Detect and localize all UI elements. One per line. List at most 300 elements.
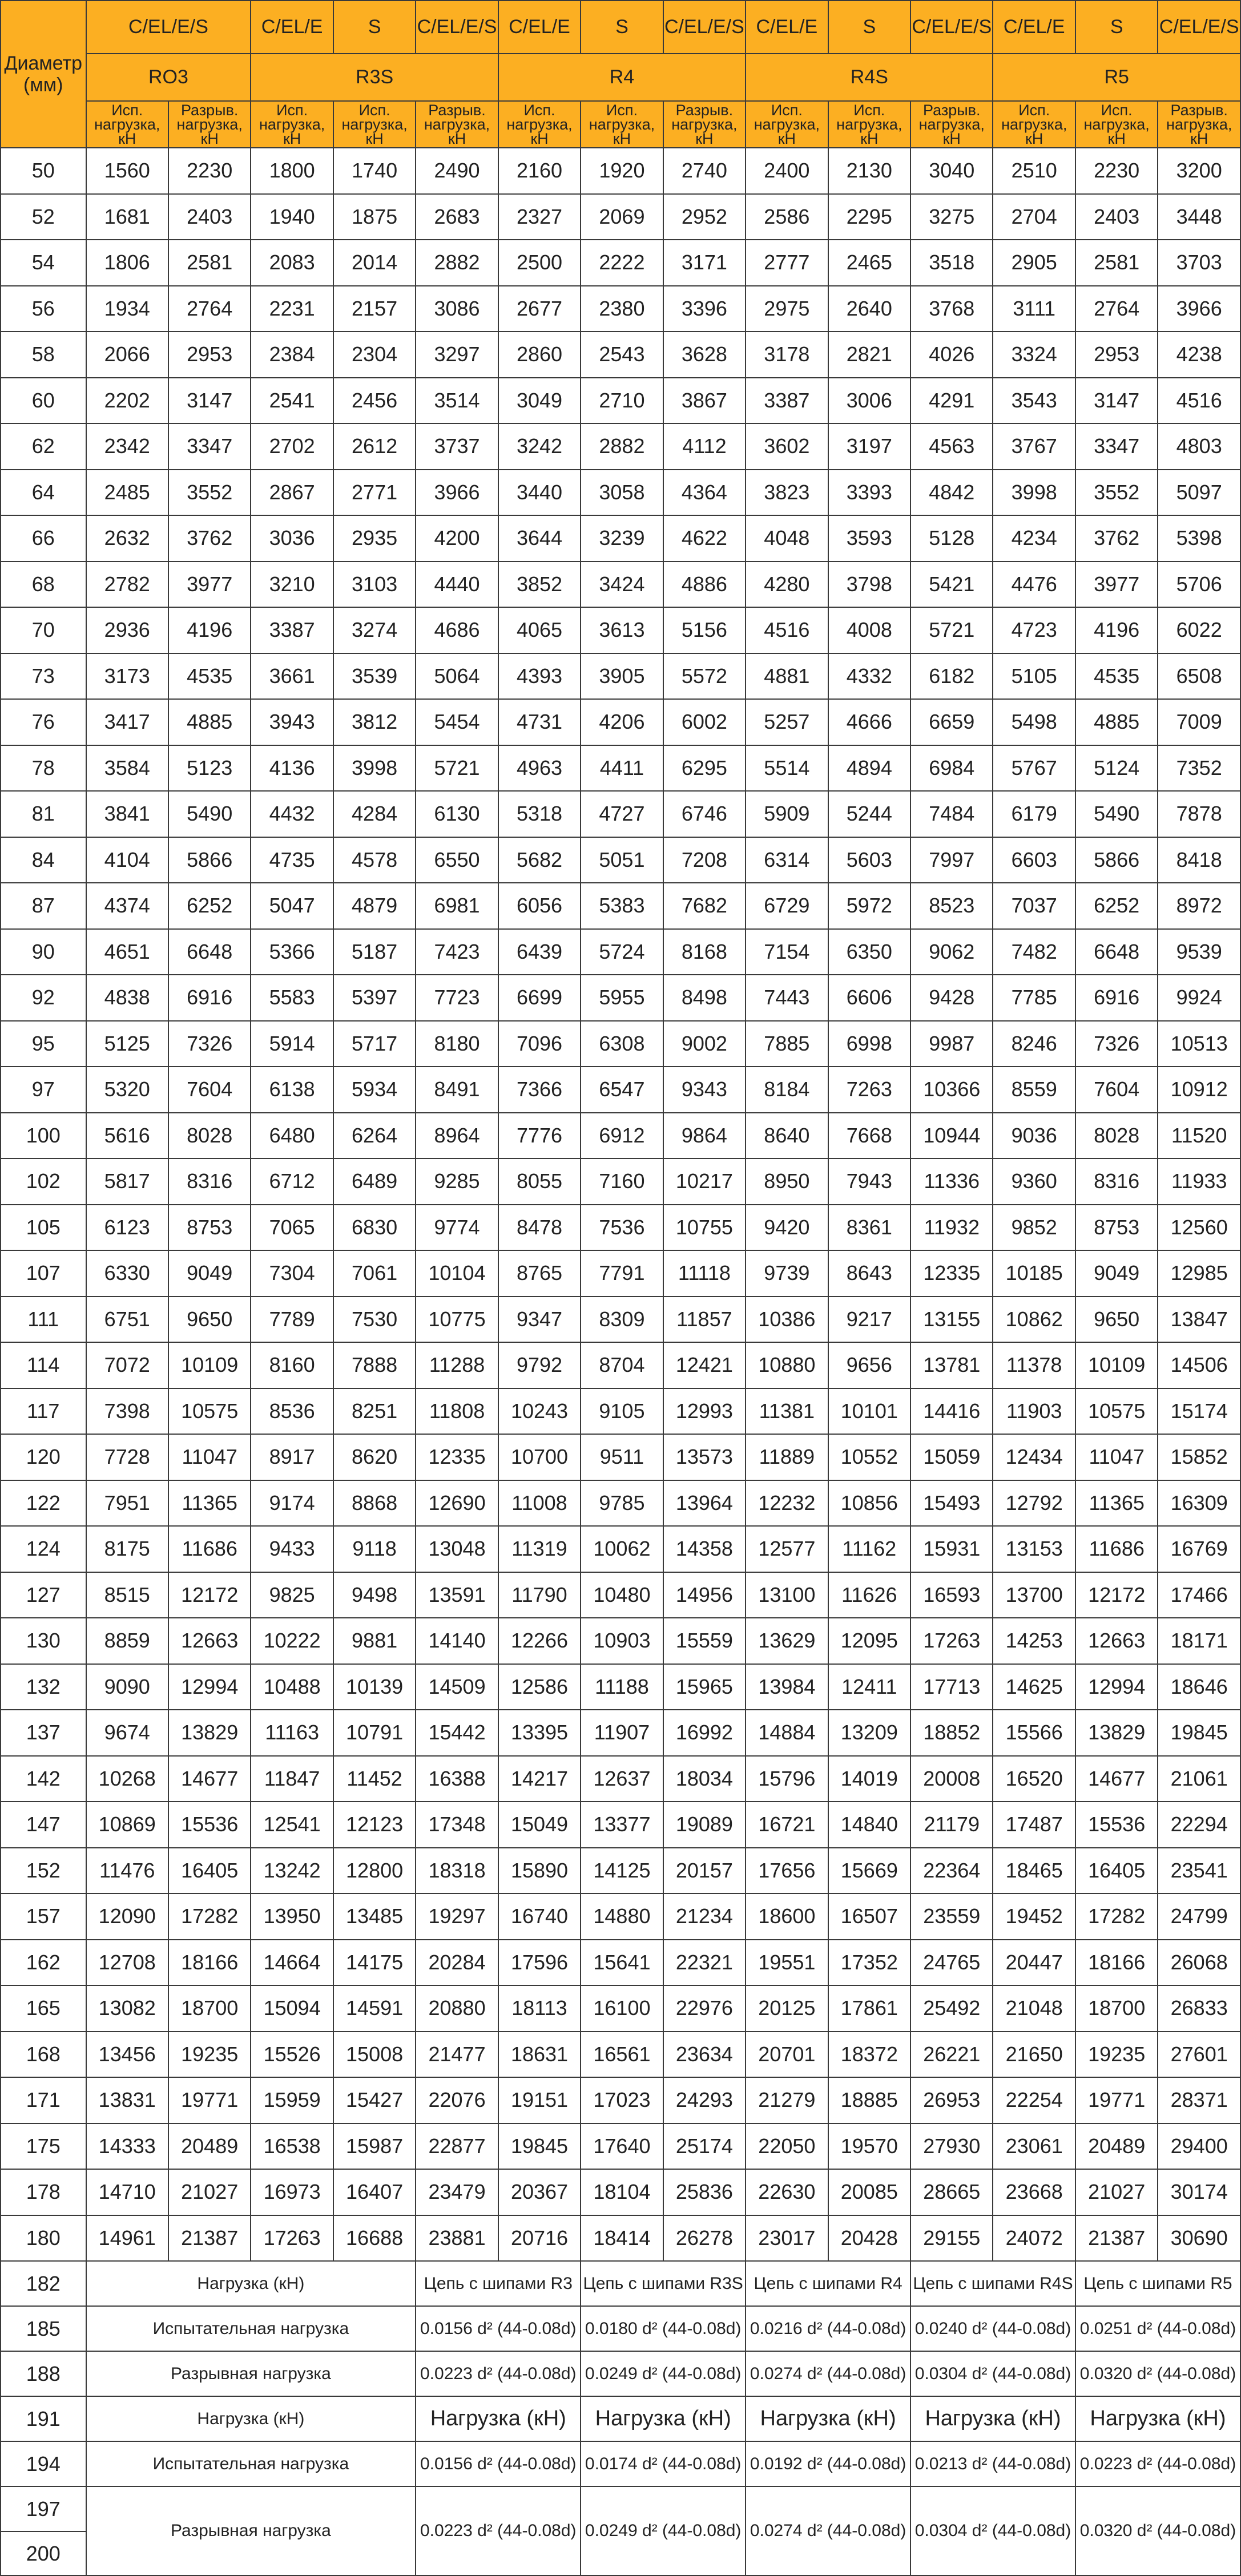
load-value-cell: 20157	[663, 1848, 746, 1894]
grade-r3s: R3S	[251, 54, 498, 101]
load-value-cell: 13485	[333, 1893, 416, 1940]
load-value-cell: 1740	[333, 148, 416, 194]
load-value-cell: 20716	[498, 2215, 581, 2262]
load-value-cell: 11381	[746, 1388, 828, 1435]
load-value-cell: 3086	[416, 286, 498, 332]
load-value-cell: 9852	[993, 1205, 1075, 1251]
footer-row	[1, 2486, 1240, 2531]
load-value-cell: 19551	[746, 1940, 828, 1986]
load-value-cell: 9174	[251, 1480, 333, 1527]
load-value-cell: 4136	[251, 745, 333, 792]
load-value-cell: 10480	[581, 1572, 663, 1618]
table-row	[1, 1480, 1240, 1527]
load-value-cell: 3387	[251, 607, 333, 653]
footer-row	[1, 2261, 1240, 2306]
load-value-cell: 10700	[498, 1434, 581, 1480]
load-value-cell: 3111	[993, 286, 1075, 332]
load-value-cell: 6130	[416, 791, 498, 837]
load-value-cell: 5934	[333, 1067, 416, 1113]
load-value-cell: 6508	[1158, 653, 1240, 700]
load-value-cell: 8917	[251, 1434, 333, 1480]
load-value-cell: 26068	[1158, 1940, 1240, 1986]
diameter-cell: 111	[1, 1297, 86, 1343]
load-value-cell: 3966	[1158, 286, 1240, 332]
load-value-cell: 2342	[86, 423, 168, 470]
load-value-cell: 14664	[251, 1940, 333, 1986]
diameter-cell: 105	[1, 1205, 86, 1251]
load-value-cell: 3767	[993, 423, 1075, 470]
load-value-cell: 10513	[1158, 1021, 1240, 1067]
table-row	[1, 1158, 1240, 1205]
load-value-cell: 16992	[663, 1710, 746, 1756]
load-value-cell: 2704	[993, 194, 1075, 240]
load-value-cell: 16405	[1075, 1848, 1158, 1894]
grade-r4: R4	[498, 54, 746, 101]
load-value-cell: 8523	[910, 883, 993, 929]
load-value-cell: 14333	[86, 2123, 168, 2170]
load-value-cell: 10185	[993, 1250, 1075, 1297]
table-row	[1, 1067, 1240, 1113]
load-value-cell: 26833	[1158, 1985, 1240, 2032]
load-value-cell: 11188	[581, 1664, 663, 1710]
formula-cell: 0.0216 d² (44-0.08d)	[746, 2306, 910, 2351]
load-value-cell: 2677	[498, 286, 581, 332]
load-value-cell: 2710	[581, 378, 663, 424]
load-value-cell: 9360	[993, 1158, 1075, 1205]
diameter-cell: 171	[1, 2077, 86, 2123]
load-value-cell: 8765	[498, 1250, 581, 1297]
load-value-cell: 7789	[251, 1297, 333, 1343]
load-value-cell: 16593	[910, 1572, 993, 1618]
load-value-cell: 4432	[251, 791, 333, 837]
footer-load-label: Нагрузка (кН)	[86, 2261, 416, 2306]
load-value-cell: 3424	[581, 562, 663, 608]
load-value-cell: 4104	[86, 837, 168, 883]
load-value-cell: 13100	[746, 1572, 828, 1618]
load-value-cell: 7154	[746, 929, 828, 975]
load-value-cell: 18631	[498, 2032, 581, 2078]
load-value-cell: 7352	[1158, 745, 1240, 792]
load-value-cell: 14956	[663, 1572, 746, 1618]
load-value-cell: 11889	[746, 1434, 828, 1480]
load-value-cell: 10104	[416, 1250, 498, 1297]
load-value-cell: 11932	[910, 1205, 993, 1251]
type-cell: C/EL/E	[498, 1, 581, 54]
load-value-cell: 6659	[910, 699, 993, 745]
footer-row	[1, 2351, 1240, 2396]
load-value-cell: 21279	[746, 2077, 828, 2123]
load-value-cell: 4048	[746, 515, 828, 562]
load-value-cell: 15174	[1158, 1388, 1240, 1435]
table-row	[1, 194, 1240, 240]
load-value-cell: 1800	[251, 148, 333, 194]
load-value-cell: 2821	[828, 332, 910, 378]
diameter-cell: 127	[1, 1572, 86, 1618]
diameter-cell: 100	[1, 1113, 86, 1159]
formula-cell: 0.0304 d² (44-0.08d)	[910, 2351, 1075, 2396]
load-value-cell: 7304	[251, 1250, 333, 1297]
load-value-cell: 18166	[168, 1940, 251, 1986]
load-value-cell: 22877	[416, 2123, 498, 2170]
load-value-cell: 3703	[1158, 240, 1240, 286]
load-value-cell: 9774	[416, 1205, 498, 1251]
formula-cell: 0.0174 d² (44-0.08d)	[581, 2441, 746, 2486]
load-value-cell: 3762	[1075, 515, 1158, 562]
load-value-cell: 3841	[86, 791, 168, 837]
load-header-cell: Разрыв. нагрузка, кН	[168, 101, 251, 148]
load-value-cell: 7997	[910, 837, 993, 883]
load-value-cell: 3324	[993, 332, 1075, 378]
load-value-cell: 10775	[416, 1297, 498, 1343]
load-value-cell: 19771	[1075, 2077, 1158, 2123]
load-value-cell: 12411	[828, 1664, 910, 1710]
formula-cell: 0.0320 d² (44-0.08d)	[1075, 2486, 1240, 2575]
load-value-cell: 2543	[581, 332, 663, 378]
load-value-cell: 8950	[746, 1158, 828, 1205]
load-value-cell: 18171	[1158, 1618, 1240, 1664]
load-value-cell: 5955	[581, 975, 663, 1021]
load-value-cell: 4234	[993, 515, 1075, 562]
load-value-cell: 14019	[828, 1756, 910, 1802]
load-value-cell: 9433	[251, 1526, 333, 1572]
load-value-cell: 3393	[828, 470, 910, 516]
load-value-cell: 6056	[498, 883, 581, 929]
table-row	[1, 423, 1240, 470]
load-value-cell: 20489	[1075, 2123, 1158, 2170]
diameter-cell: 130	[1, 1618, 86, 1664]
load-value-cell: 3049	[498, 378, 581, 424]
load-value-cell: 15008	[333, 2032, 416, 2078]
table-row	[1, 607, 1240, 653]
load-value-cell: 5721	[416, 745, 498, 792]
formula-cell: 0.0223 d² (44-0.08d)	[1075, 2441, 1240, 2486]
chain-title-r3: Цепь с шипами R3	[416, 2261, 581, 2306]
load-value-cell: 4112	[663, 423, 746, 470]
load-value-cell: 2882	[416, 240, 498, 286]
load-title-cell: Нагрузка (кН)	[746, 2396, 910, 2441]
load-value-cell: 10862	[993, 1297, 1075, 1343]
load-value-cell: 3058	[581, 470, 663, 516]
load-value-cell: 3275	[910, 194, 993, 240]
diameter-cell: 188	[1, 2351, 86, 2396]
load-value-cell: 3737	[416, 423, 498, 470]
table-row	[1, 1572, 1240, 1618]
load-value-cell: 7604	[1075, 1067, 1158, 1113]
load-value-cell: 2384	[251, 332, 333, 378]
diameter-cell: 175	[1, 2123, 86, 2170]
load-value-cell: 10139	[333, 1664, 416, 1710]
load-value-cell: 2066	[86, 332, 168, 378]
load-value-cell: 5717	[333, 1021, 416, 1067]
load-value-cell: 3943	[251, 699, 333, 745]
load-value-cell: 7536	[581, 1205, 663, 1251]
load-value-cell: 8868	[333, 1480, 416, 1527]
load-value-cell: 8753	[1075, 1205, 1158, 1251]
load-value-cell: 8251	[333, 1388, 416, 1435]
load-value-cell: 4963	[498, 745, 581, 792]
load-value-cell: 11047	[1075, 1434, 1158, 1480]
load-value-cell: 9539	[1158, 929, 1240, 975]
load-value-cell: 9420	[746, 1205, 828, 1251]
load-value-cell: 4842	[910, 470, 993, 516]
load-value-cell: 4535	[1075, 653, 1158, 700]
load-value-cell: 8184	[746, 1067, 828, 1113]
load-value-cell: 2230	[1075, 148, 1158, 194]
load-value-cell: 5366	[251, 929, 333, 975]
load-value-cell: 5128	[910, 515, 993, 562]
load-value-cell: 6314	[746, 837, 828, 883]
load-value-cell: 4723	[993, 607, 1075, 653]
load-value-cell: 3210	[251, 562, 333, 608]
load-value-cell: 6123	[86, 1205, 168, 1251]
load-value-cell: 8055	[498, 1158, 581, 1205]
load-value-cell: 8859	[86, 1618, 168, 1664]
footer-rows	[1, 2261, 1240, 2575]
load-value-cell: 7326	[1075, 1021, 1158, 1067]
load-value-cell: 9739	[746, 1250, 828, 1297]
load-value-cell: 14840	[828, 1802, 910, 1848]
load-value-cell: 5817	[86, 1158, 168, 1205]
load-value-cell: 2777	[746, 240, 828, 286]
load-value-cell: 11857	[663, 1297, 746, 1343]
diameter-cell: 54	[1, 240, 86, 286]
load-value-cell: 6830	[333, 1205, 416, 1251]
load-value-cell: 4666	[828, 699, 910, 745]
load-value-cell: 5051	[581, 837, 663, 883]
diameter-cell: 64	[1, 470, 86, 516]
table-row	[1, 929, 1240, 975]
load-value-cell: 1560	[86, 148, 168, 194]
load-value-cell: 5123	[168, 745, 251, 792]
load-value-cell: 14253	[993, 1618, 1075, 1664]
load-value-cell: 9825	[251, 1572, 333, 1618]
load-value-cell: 9118	[333, 1526, 416, 1572]
load-value-cell: 15536	[1075, 1802, 1158, 1848]
diameter-cell: 56	[1, 286, 86, 332]
load-value-cell: 8753	[168, 1205, 251, 1251]
load-value-cell: 3242	[498, 423, 581, 470]
table-row	[1, 1985, 1240, 2032]
load-value-cell: 15049	[498, 1802, 581, 1848]
load-value-cell: 4886	[663, 562, 746, 608]
diameter-cell: 97	[1, 1067, 86, 1113]
load-value-cell: 5257	[746, 699, 828, 745]
load-value-cell: 5616	[86, 1113, 168, 1159]
load-value-cell: 7208	[663, 837, 746, 883]
load-header-cell: Исп. нагрузка, кН	[498, 101, 581, 148]
load-value-cell: 3347	[1075, 423, 1158, 470]
load-value-cell: 12586	[498, 1664, 581, 1710]
diameter-cell: 152	[1, 1848, 86, 1894]
load-value-cell: 6912	[581, 1113, 663, 1159]
diameter-cell: 70	[1, 607, 86, 653]
chain-title-r5: Цепь с шипами R5	[1075, 2261, 1240, 2306]
load-value-cell: 5097	[1158, 470, 1240, 516]
load-value-cell: 7888	[333, 1342, 416, 1388]
load-value-cell: 4894	[828, 745, 910, 792]
load-value-cell: 16721	[746, 1802, 828, 1848]
load-value-cell: 8972	[1158, 883, 1240, 929]
load-value-cell: 4008	[828, 607, 910, 653]
load-value-cell: 7061	[333, 1250, 416, 1297]
load-value-cell: 6712	[251, 1158, 333, 1205]
load-value-cell: 3040	[910, 148, 993, 194]
load-value-cell: 12663	[168, 1618, 251, 1664]
type-cell: C/EL/E	[746, 1, 828, 54]
load-value-cell: 3628	[663, 332, 746, 378]
load-value-cell: 6984	[910, 745, 993, 792]
load-value-cell: 22630	[746, 2169, 828, 2215]
load-value-cell: 11336	[910, 1158, 993, 1205]
load-value-cell: 17282	[168, 1893, 251, 1940]
load-value-cell: 4735	[251, 837, 333, 883]
load-value-cell: 2304	[333, 332, 416, 378]
load-value-cell: 16520	[993, 1756, 1075, 1802]
table-row	[1, 286, 1240, 332]
load-value-cell: 9881	[333, 1618, 416, 1664]
load-value-cell: 5603	[828, 837, 910, 883]
load-value-cell: 17656	[746, 1848, 828, 1894]
load-value-cell: 14677	[168, 1756, 251, 1802]
grade-ro3: RO3	[86, 54, 251, 101]
load-value-cell: 10243	[498, 1388, 581, 1435]
load-value-cell: 3998	[333, 745, 416, 792]
table-row	[1, 837, 1240, 883]
load-value-cell: 15641	[581, 1940, 663, 1986]
load-value-cell: 13082	[86, 1985, 168, 2032]
load-value-cell: 13209	[828, 1710, 910, 1756]
load-value-cell: 10880	[746, 1342, 828, 1388]
table-row	[1, 2169, 1240, 2215]
load-value-cell: 3613	[581, 607, 663, 653]
load-value-cell: 13395	[498, 1710, 581, 1756]
load-value-cell: 9062	[910, 929, 993, 975]
load-value-cell: 16740	[498, 1893, 581, 1940]
load-value-cell: 11118	[663, 1250, 746, 1297]
load-value-cell: 12123	[333, 1802, 416, 1848]
load-value-cell: 13591	[416, 1572, 498, 1618]
load-value-cell: 9343	[663, 1067, 746, 1113]
load-value-cell: 7791	[581, 1250, 663, 1297]
load-value-cell: 6981	[416, 883, 498, 929]
grade-r4s: R4S	[746, 54, 993, 101]
load-value-cell: 7326	[168, 1021, 251, 1067]
load-value-cell: 7423	[416, 929, 498, 975]
load-value-cell: 15965	[663, 1664, 746, 1710]
load-value-cell: 15959	[251, 2077, 333, 2123]
load-value-cell: 3103	[333, 562, 416, 608]
diameter-cell: 90	[1, 929, 86, 975]
load-value-cell: 11808	[416, 1388, 498, 1435]
load-value-cell: 5047	[251, 883, 333, 929]
load-value-cell: 17263	[251, 2215, 333, 2262]
table-row	[1, 653, 1240, 700]
load-value-cell: 5490	[1075, 791, 1158, 837]
load-value-cell: 13629	[746, 1618, 828, 1664]
load-value-cell: 1934	[86, 286, 168, 332]
load-value-cell: 10217	[663, 1158, 746, 1205]
table-row	[1, 1893, 1240, 1940]
load-value-cell: 14125	[581, 1848, 663, 1894]
load-value-cell: 13456	[86, 2032, 168, 2078]
load-value-cell: 13829	[168, 1710, 251, 1756]
load-value-cell: 13847	[1158, 1297, 1240, 1343]
load-value-cell: 10268	[86, 1756, 168, 1802]
load-value-cell: 4206	[581, 699, 663, 745]
load-value-cell: 18166	[1075, 1940, 1158, 1986]
load-value-cell: 16973	[251, 2169, 333, 2215]
load-value-cell: 10575	[168, 1388, 251, 1435]
load-value-cell: 15890	[498, 1848, 581, 1894]
table-row	[1, 2215, 1240, 2262]
diameter-cell: 60	[1, 378, 86, 424]
diameter-cell: 78	[1, 745, 86, 792]
load-header-cell: Исп. нагрузка, кН	[251, 101, 333, 148]
load-value-cell: 8643	[828, 1250, 910, 1297]
load-value-cell: 22076	[416, 2077, 498, 2123]
load-value-cell: 2581	[1075, 240, 1158, 286]
load-value-cell: 23559	[910, 1893, 993, 1940]
load-value-cell: 5124	[1075, 745, 1158, 792]
load-value-cell: 8028	[168, 1113, 251, 1159]
load-value-cell: 28665	[910, 2169, 993, 2215]
load-header-cell: Разрыв. нагрузка, кН	[663, 101, 746, 148]
load-value-cell: 30690	[1158, 2215, 1240, 2262]
load-value-cell: 2882	[581, 423, 663, 470]
table-row	[1, 332, 1240, 378]
load-value-cell: 7776	[498, 1113, 581, 1159]
formula-cell: 0.0320 d² (44-0.08d)	[1075, 2351, 1240, 2396]
load-value-cell: 2465	[828, 240, 910, 286]
load-value-cell: 3977	[1075, 562, 1158, 608]
chain-title-r3s: Цепь с шипами R3S	[581, 2261, 746, 2306]
load-value-cell: 4238	[1158, 332, 1240, 378]
load-value-cell: 8168	[663, 929, 746, 975]
load-value-cell: 2157	[333, 286, 416, 332]
load-value-cell: 1920	[581, 148, 663, 194]
load-value-cell: 8160	[251, 1342, 333, 1388]
footer-break-label: Разрывная нагрузка	[86, 2351, 416, 2396]
load-value-cell: 3593	[828, 515, 910, 562]
load-value-cell: 5490	[168, 791, 251, 837]
load-value-cell: 11452	[333, 1756, 416, 1802]
diameter-cell: 197	[1, 2486, 86, 2531]
load-value-cell: 16407	[333, 2169, 416, 2215]
load-value-cell: 19089	[663, 1802, 746, 1848]
load-value-cell: 4411	[581, 745, 663, 792]
load-value-cell: 22976	[663, 1985, 746, 2032]
load-value-cell: 18700	[168, 1985, 251, 2032]
diameter-cell: 200	[1, 2531, 86, 2575]
load-value-cell: 6308	[581, 1021, 663, 1067]
load-value-cell: 7682	[663, 883, 746, 929]
load-value-cell: 5706	[1158, 562, 1240, 608]
load-value-cell: 21048	[993, 1985, 1075, 2032]
load-header-cell: Исп. нагрузка, кН	[828, 101, 910, 148]
load-value-cell: 6330	[86, 1250, 168, 1297]
load-header-cell: Исп. нагрузка, кН	[993, 101, 1075, 148]
load-value-cell: 12994	[168, 1664, 251, 1710]
load-value-cell: 11288	[416, 1342, 498, 1388]
load-value-cell: 9285	[416, 1158, 498, 1205]
load-value-cell: 4332	[828, 653, 910, 700]
formula-cell: 0.0251 d² (44-0.08d)	[1075, 2306, 1240, 2351]
load-value-cell: 11790	[498, 1572, 581, 1618]
load-value-cell: 9785	[581, 1480, 663, 1527]
load-value-cell: 14509	[416, 1664, 498, 1710]
load-value-cell: 22321	[663, 1940, 746, 1986]
load-value-cell: 18465	[993, 1848, 1075, 1894]
